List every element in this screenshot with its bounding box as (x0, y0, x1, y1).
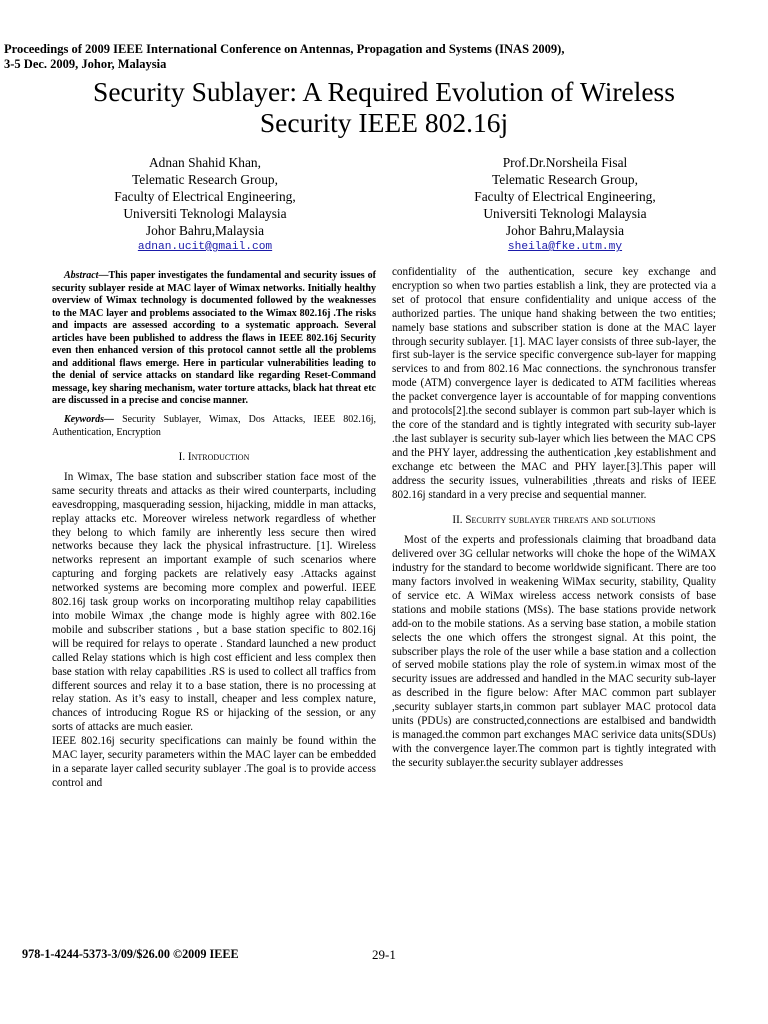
keywords-text: Security Sublayer, Wimax, Dos Attacks, IEEE 802.16j, Authentication, Encryption (52, 414, 376, 438)
author-university: Universiti Teknologi Malaysia (123, 206, 287, 221)
author-faculty: Faculty of Electrical Engineering, (474, 189, 656, 204)
conference-line-1: Proceedings of 2009 IEEE International Conference on Antennas, Propagation and Systems (INAS 2009), (4, 42, 565, 56)
author-block-1 (40, 154, 370, 256)
conference-header (4, 42, 704, 72)
right-column (392, 266, 716, 771)
section-number: II. (452, 514, 466, 527)
left-column (52, 270, 376, 791)
section-title: Introduction (187, 451, 250, 464)
right-paragraph-1: confidentiality of the authentication, secure key exchange and encryption so when two parties establish a link, they are protected via a set of protocol that ensure confidentiality and unique access of the authorized parties. The unique hand shaking between the two entities; namely base stations and subscriber station is done at the MAC layer through security sublayer. [1]. MAC layer consists of three sub-layer, the first sub-layer is the service specific convergence sub-layer for mapping services to and from 802.16 Mac connections. the synchronous transfer mode (ATM) convergence layer is dedicated to ATM facilities whereas the packet convergence layer is accountable of for mapping conventions and protocols[2].the second sublayer is common part sub-layer which is the core of the standard and is tightly integrated with security sub-layer .the last sublayer is security sub-layer which lies between the MAC CPS and the PHY layer, addressing the authentication ,key establishment and exchange etc between the MAC and PHY layer.[3].This paper will address the security issues, vulnerabilities ,threats and risks of IEEE 802.16j standard in a very precise and sequential manner. (392, 266, 716, 501)
author-name: Adnan Shahid Khan, (149, 155, 261, 170)
copyright-footer: 978-1-4244-5373-3/09/$26.00 ©2009 IEEE (22, 947, 239, 961)
abstract-text: —This paper investigates the fundamental and security issues of security sublayer reside at MAC layer of Wimax networks. Initially healthy overview of Wimax technology is documented followed by the weaknesses to the MAC layer and problems associated to the Wimax 802.16j .The risks and impacts are assessed according to a systematic approach. Several articles have been published to address the flaws in IEEE 802.16j Security even then enhanced version of this protocol cannot settle all the problems and additional flaws emerge. Here in particular vulnerabilities leading to the denial of service attacks on standard like regarding Reset-Command message, key sharing mechanism, water torture attacks, black hat threat etc are discussed in a precise and concise manner. (52, 270, 376, 407)
conference-line-2: 3-5 Dec. 2009, Johor, Malaysia (4, 57, 167, 71)
author-block-2 (400, 154, 730, 256)
author-faculty: Faculty of Electrical Engineering, (114, 189, 296, 204)
section-title: Security sublayer threats and solutions (465, 514, 656, 527)
abstract-label: Abstract (64, 270, 99, 281)
keywords (52, 414, 376, 439)
abstract (52, 270, 376, 408)
author-city: Johor Bahru,Malaysia (145, 223, 265, 238)
intro-paragraph-2: IEEE 802.16j security specifications can mainly be found within the MAC layer, security parameters within the MAC layer can be embedded in a separate layer called security sublayer .The goal is to provide access control and (52, 735, 376, 789)
page-number: 29-1 (372, 947, 396, 962)
author-university: Universiti Teknologi Malaysia (483, 206, 647, 221)
section-number: I. (178, 451, 188, 464)
title-line-2: Security IEEE 802.16j (259, 107, 509, 138)
author-name: Prof.Dr.Norsheila Fisal (502, 155, 628, 170)
keywords-label: Keywords— (64, 414, 114, 426)
author-group: Telematic Research Group, (492, 172, 638, 187)
author-email-link[interactable]: sheila@fke.utm.my (507, 241, 623, 253)
section-heading-threats (392, 514, 716, 528)
intro-paragraph-1: In Wimax, The base station and subscriber station face most of the same security threats and attacks as their wired counterparts, including eavesdropping, masquerading session, hijacking, middle in man attacks, replay attacks etc. Moreover wireless network regardless of whether they belong to which family are inherently less secure then wired networks because they lack the physical infrastructure. [1]. Wireless networks represent an important example of such scenarios where capturing and forging packets are relatively easy .Attacks against networked systems are becoming more complex and powerful. IEEE 802.16j task group works on incorporating multihop relay capabilities into mobile Wimax ,the change mode is highly agree with 802.16e mobile and subscriber stations , but a base station specific to 802.16j will be required for relays to operate . Standard launched a new product called Relay stations which is high cost efficient and less complex then base station with relay capabilities .RS is used to collect all traffics from different sources and relay it to a base station, there is no processing at relay station. As it’s easy to install, cheaper and less complex nature, chances of introducing Rogue RS or hijacking of the session, or any sorts of attacks are much easier. (52, 470, 376, 734)
author-city: Johor Bahru,Malaysia (505, 223, 625, 238)
right-paragraph-2: Most of the experts and professionals claiming that broadband data delivered over 3G cellular networks will choke the hope of the WiMAX industry for the standard to become worldwide significant. There are too many factors involved in weakening WiMax security, stability, Quality of service etc. A WiMax wireless access network consists of base stations and mobile stations (MSs). The base stations provide network add-on to the mobile stations. As a serving base station, a mobile station selects the one which offers the strongest signal. At this point, the subscriber plays the role of the user while a base station and a collection of served mobile stations play the role of system.in wimax most of the security issues are addressed and handled in the MAC security sub-layer as described in the figure below: After MAC common part sublayer ,security sublayer starts,in common part sublayer MAC protocol data units (PDUs) are constructed,connections are estalbised and bandwidth is managed.the common part exchanges MAC serivice data units(SDUs) with the convergence layer.The common part is tightly integrated with the security sublayer.the security sublayer addresses (392, 534, 716, 769)
author-email-link[interactable]: adnan.ucit@gmail.com (137, 241, 273, 253)
title-line-1: Security Sublayer: A Required Evolution of Wireless (93, 76, 675, 107)
page-title (0, 76, 768, 138)
author-group: Telematic Research Group, (132, 172, 278, 187)
section-heading-introduction (52, 451, 376, 465)
